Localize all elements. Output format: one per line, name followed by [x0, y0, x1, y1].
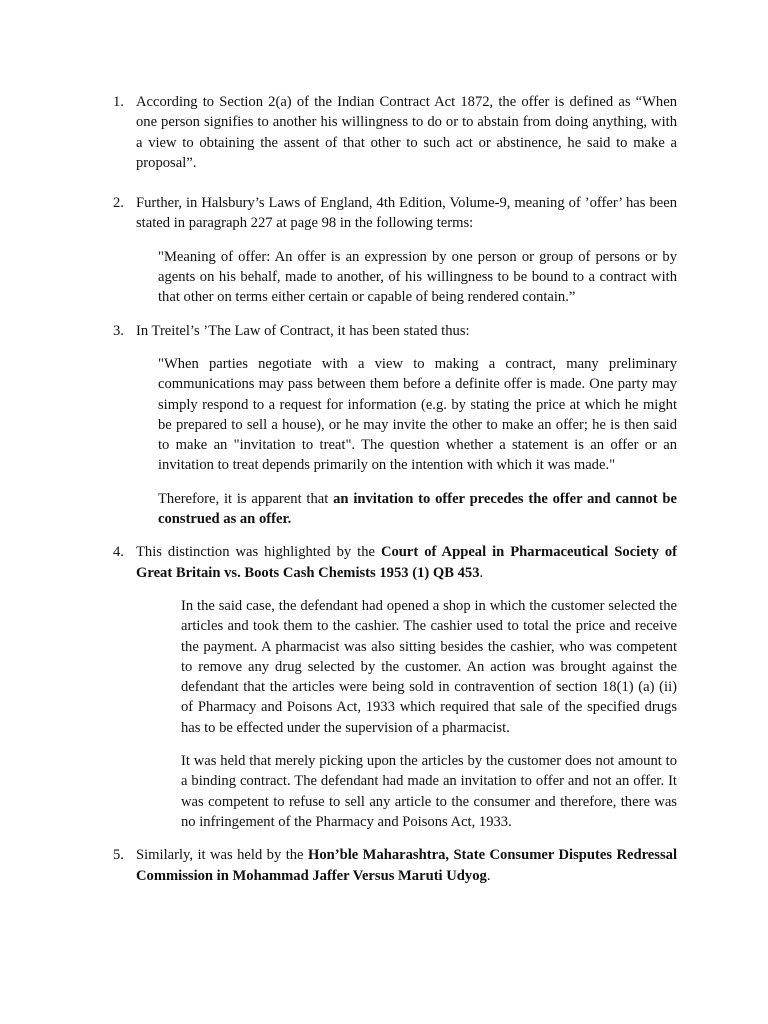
- item-number: 1.: [113, 94, 124, 110]
- block-quote: "Meaning of offer: An offer is an expression by one person or group of persons or by agents on his behalf, made to another, of his willingness to be bound to a contract with that other on terms either certain or capable of being rendered contain.”: [158, 248, 677, 306]
- item-text: According to Section 2(a) of the Indian Contract Act 1872, the offer is defined as “When one person signifies to another his willingness to do or to abstain from doing anything, with a view to obtaining the assent of that other to such act or abstinence, he said to make a proposal”.: [136, 94, 677, 171]
- item-number: 2.: [113, 195, 124, 212]
- list-item-2: [0, 193, 677, 307]
- list-item-5: [0, 845, 677, 886]
- conclusion-emphasis: an invitation to offer precedes the offer and cannot be construed as an offer.: [158, 490, 678, 528]
- item-text: [136, 845, 677, 886]
- list-item-4: [0, 542, 677, 832]
- list-item-1: [0, 92, 677, 173]
- document-page: [0, 92, 768, 886]
- item-text-prefix: Similarly, it was held by the: [136, 847, 308, 864]
- item-text: [136, 542, 677, 583]
- item-text-suffix: .: [479, 564, 484, 581]
- item-text: Further, in Halsbury’s Laws of England, 4th Edition, Volume-9, meaning of ’offer’ has been stated in paragraph 227 at page 98 in the following terms:: [136, 195, 677, 232]
- case-citation: Court of Appeal in Pharmaceutical Society of Great Britain vs. Boots Cash Chemists 1953 (1) QB 453: [136, 544, 677, 581]
- item-number: 4.: [113, 544, 124, 561]
- block-quote: "When parties negotiate with a view to making a contract, many preliminary communications may pass between them before a definite offer is made. One party may simply respond to a request for information (e.g. by stating the price at which he might be prepared to sell a house), or he may invite the other to make an offer; he is then said to make an "invitation to treat". The question whether a statement is an offer or an invitation to treat depends primarily on the intention with which it was made.": [158, 355, 677, 474]
- case-citation: Hon’ble Maharashtra, State Consumer Disputes Redressal Commission in Mohammad Jaffer Versus Maruti Udyog: [136, 847, 677, 884]
- conclusion: [158, 489, 677, 530]
- item-text: In Treitel’s ’The Law of Contract, it has been stated thus:: [136, 322, 470, 339]
- item-number: 3.: [113, 322, 124, 339]
- list-item-3: [0, 321, 677, 530]
- item-text-prefix: This distinction was highlighted by the: [136, 544, 381, 561]
- item-text-suffix: .: [486, 867, 491, 884]
- case-facts-paragraph: In the said case, the defendant had opened a shop in which the customer selected the articles and took them to the cashier. The cashier used to total the price and receive the payment. A pharmacist was also sitting besides the cashier, who was competent to remove any drug selected by the customer. An action was brought against the defendant that the articles were being sold in contravention of section 18(1) (a) (ii) of Pharmacy and Poisons Act, 1933 which required that sale of the specified drugs has to be effected under the supervision of a pharmacist.: [181, 597, 677, 736]
- conclusion-text: Therefore, it is apparent that: [158, 490, 334, 507]
- item-number: 5.: [113, 847, 124, 864]
- case-holding-paragraph: It was held that merely picking upon the articles by the customer does not amount to a binding contract. The defendant had made an invitation to offer and not an offer. It was competent to refuse to sell any article to the consumer and therefore, there was no infringement of the Pharmacy and Poisons Act, 1933.: [181, 753, 677, 830]
